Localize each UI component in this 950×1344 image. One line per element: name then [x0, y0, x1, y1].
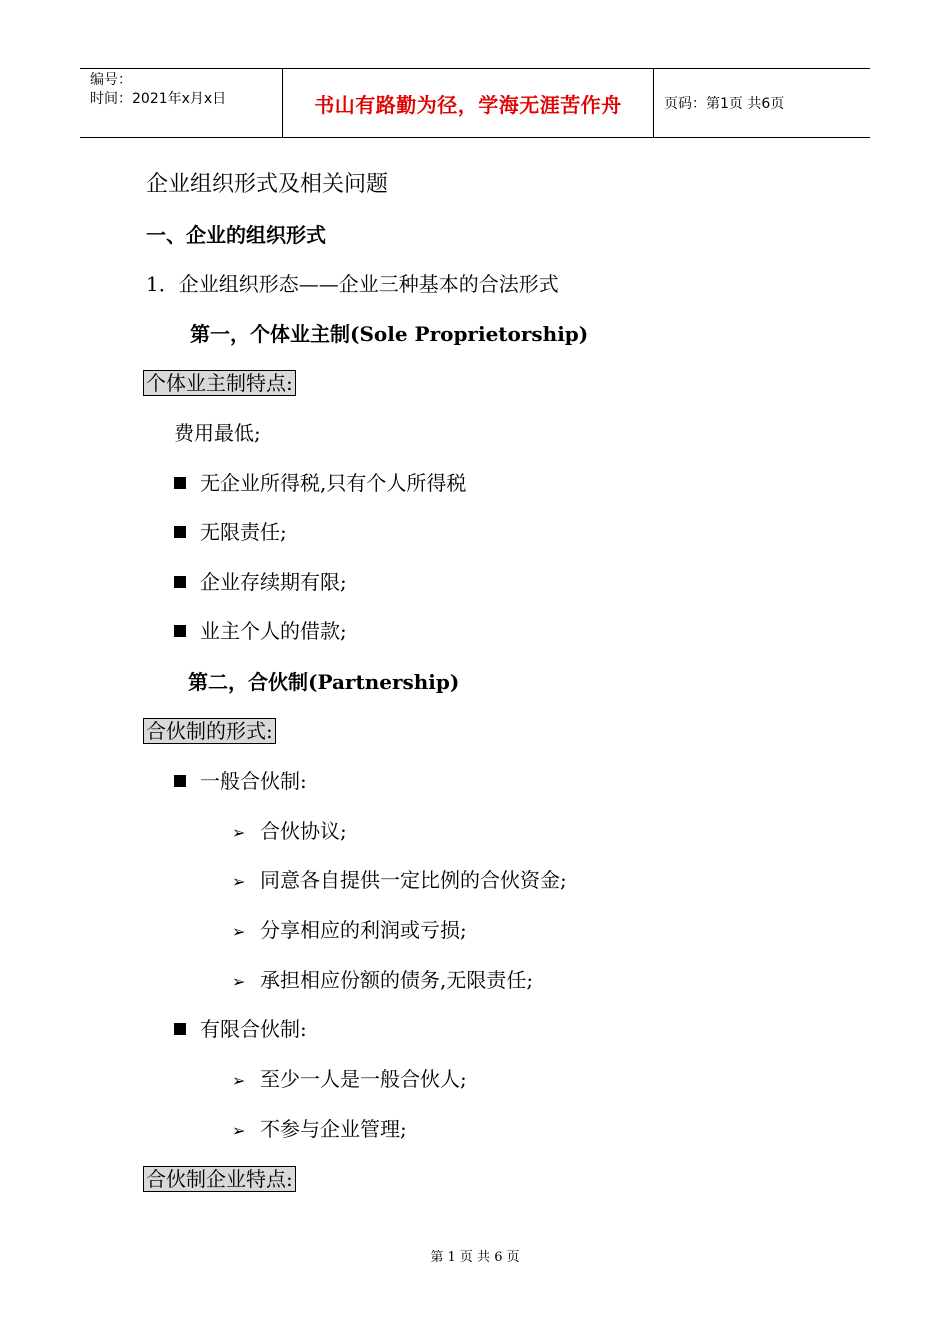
page-header [80, 68, 870, 138]
list-item: 无企业所得税,只有个人所得税 [174, 470, 466, 496]
page-footer: 第 1 页 共 6 页 [430, 1250, 520, 1265]
square-bullet-icon [174, 526, 186, 538]
first-plain-item: 费用最低; [174, 421, 261, 445]
arrow-bullet-icon: ➢ [232, 922, 246, 941]
list-item: 一般合伙制: [174, 768, 307, 794]
arrow-bullet-icon: ➢ [232, 972, 246, 991]
second-heading: 第二，合伙制(Partnership) [188, 670, 460, 694]
arrow-bullet-icon: ➢ [232, 872, 246, 891]
square-bullet-icon [174, 576, 186, 588]
item-heading: 1．企业组织形态——企业三种基本的合法形式 [146, 272, 559, 296]
square-bullet-icon [174, 625, 186, 637]
list-item: 无限责任; [174, 519, 287, 545]
sub-list-item: ➢ 同意各自提供一定比例的合伙资金; [232, 867, 567, 895]
second-form-label: 合伙制的形式: [143, 718, 276, 744]
header-meta [80, 69, 282, 137]
number-label: 编号： [90, 72, 132, 88]
document-title: 企业组织形式及相关问题 [146, 172, 389, 197]
first-heading: 第一，个体业主制(Sole Proprietorship) [190, 322, 589, 346]
arrow-bullet-icon: ➢ [232, 1121, 246, 1140]
square-bullet-icon [174, 1023, 186, 1035]
second-feature-label: 合伙制企业特点: [143, 1166, 296, 1192]
first-feature-label: 个体业主制特点: [143, 370, 296, 396]
header-motto: 书山有路勤为径，学海无涯苦作舟 [282, 69, 654, 137]
square-bullet-icon [174, 775, 186, 787]
sub-list-item: ➢ 承担相应份额的债务,无限责任; [232, 967, 533, 995]
list-item: 业主个人的借款; [174, 618, 347, 644]
sub-list-item: ➢ 至少一人是一般合伙人; [232, 1066, 467, 1094]
sub-list-item: ➢ 分享相应的利润或亏损; [232, 917, 467, 945]
sub-list-item: ➢ 不参与企业管理; [232, 1116, 407, 1144]
list-item: 有限合伙制: [174, 1016, 307, 1042]
arrow-bullet-icon: ➢ [232, 1071, 246, 1090]
sub-list-item: ➢ 合伙协议; [232, 818, 347, 846]
list-item: 企业存续期有限; [174, 569, 347, 595]
square-bullet-icon [174, 477, 186, 489]
section-heading: 一、企业的组织形式 [146, 223, 326, 247]
header-page-label: 页码：第1页 共6页 [664, 96, 785, 112]
arrow-bullet-icon: ➢ [232, 823, 246, 842]
time-label: 时间：2021年x月x日 [90, 91, 227, 107]
